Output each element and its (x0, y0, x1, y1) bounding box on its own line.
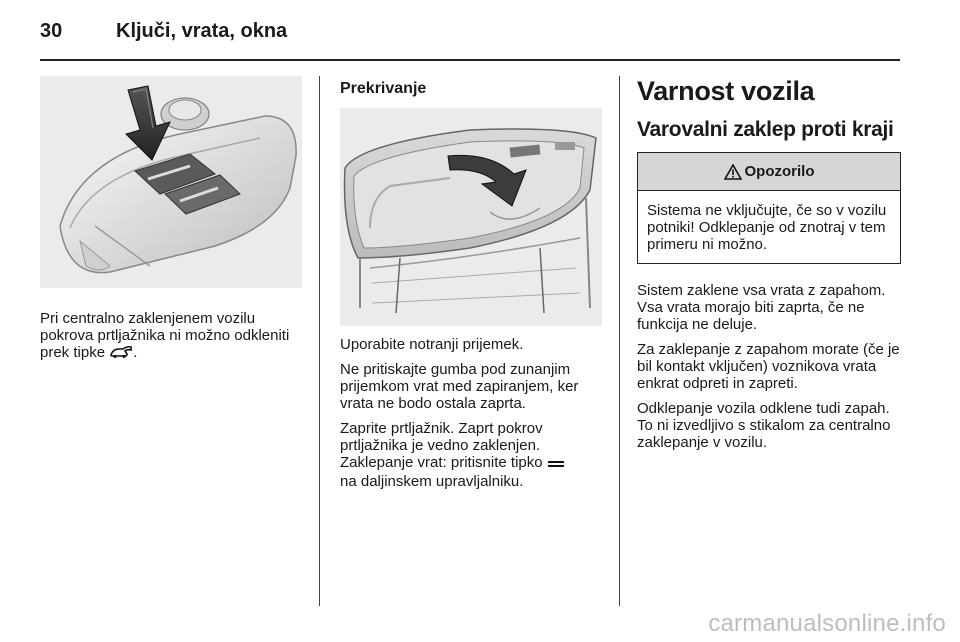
section-title: Varnost vozila (637, 76, 815, 106)
lock-button-icon (547, 456, 565, 473)
warning-title: Opozorilo (744, 163, 815, 180)
warning-triangle-icon (724, 164, 742, 180)
key-fob-paragraph (40, 310, 302, 363)
column-divider (319, 76, 320, 606)
warning-text: Sistema ne vključujte, če so v vozilu potniki! Odklepanje od znotraj v tem primeru ni možno. (647, 202, 887, 253)
watermark: carmanualsonline.info (708, 610, 946, 637)
paragraph-unlock: Odklepanje vozila odklene tudi zapah. To ni izvedljivo s stikalom za centralno zaklepanje v vozilu. (637, 400, 891, 451)
key-fob-text-end: . (133, 344, 138, 361)
column-3 (637, 76, 901, 459)
tailgate-illustration (340, 108, 602, 326)
chapter-title: Ključi, vrata, okna (116, 19, 288, 42)
paragraph-handle: Uporabite notranji prijemek. (340, 336, 524, 353)
warning-box (637, 152, 901, 264)
key-fob-text: Pri centralno zaklenjenem vozilu pokrova prtljažnika ni možno odkleniti prek tipke (40, 310, 290, 361)
column-divider (619, 76, 620, 606)
warning-header (638, 153, 900, 191)
paragraph-deadlock: Sistem zaklene vsa vrata z zapahom. Vsa vrata morajo biti zaprta, če ne funkcija ne deluje. (637, 282, 886, 333)
paragraph-activation: Za zaklepanje z zapahom morate (če je bil kontakt vključen) voznikova vrata enkrat odpreti in zapreti. (637, 341, 900, 392)
paragraph-close-line2 (340, 454, 602, 490)
lock-instruction: Zaklepanje vrat: pritisnite tipko (340, 454, 547, 471)
page-header (40, 16, 287, 46)
trunk-open-icon (109, 345, 133, 363)
page-number: 30 (40, 19, 63, 42)
tailgate-drawing (340, 108, 602, 326)
paragraph-close-line1: Zaprite prtljažnik. Zaprt pokrov prtljažnika je vedno zaklenjen. (340, 420, 543, 454)
column-1 (40, 76, 302, 371)
section-heading: Prekrivanje (340, 80, 427, 97)
subsection-title: Varovalni zaklep proti kraji (637, 118, 894, 141)
header-rule (40, 59, 900, 61)
lock-instruction-end: na daljinskem upravljalniku. (340, 473, 524, 490)
key-fob-drawing (40, 76, 302, 288)
column-2 (340, 76, 602, 498)
key-fob-illustration (40, 76, 302, 288)
paragraph-button-warning: Ne pritiskajte gumba pod zunanjim prijemkom vrat med zapiranjem, ker vrata ne bodo ostala zaprta. (340, 361, 579, 412)
